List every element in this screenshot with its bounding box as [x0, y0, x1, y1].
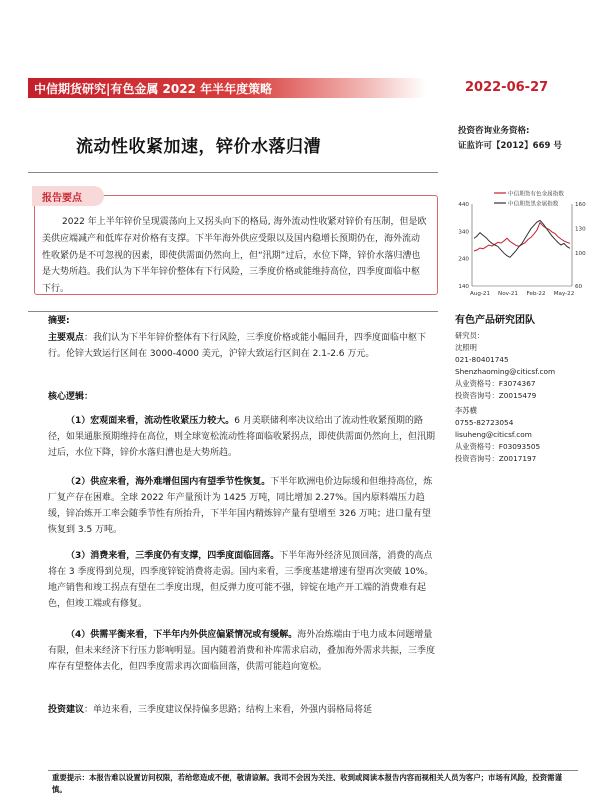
core-logic-heading — [48, 389, 436, 405]
report-date: 2022-06-27 — [465, 80, 549, 95]
series-line-2 — [474, 220, 570, 257]
main-view-text: ：我们认为下半年锌价整体有下行风险，三季度价格或能小幅回升，四季度面临中枢下行。伦锌大致运行区间在 3000-4000 美元，沪锌大致运行区间在 2.1-2.6 万元。 — [48, 333, 427, 359]
advice-paragraph — [48, 702, 436, 718]
main-view-paragraph — [48, 330, 436, 362]
point-1-lead: （1）宏观面来看，流动性收紧压力较大。 — [66, 416, 235, 426]
point-2 — [48, 474, 436, 538]
summary-tag — [32, 186, 104, 206]
team-line: 李苏横 — [455, 406, 477, 415]
summary-label: 报告要点 — [42, 193, 82, 204]
team-line: 021-80401745 — [455, 355, 509, 364]
legend-label-2: 中信期货黑金属指数 — [508, 201, 559, 208]
price-index-chart — [448, 184, 598, 306]
point-1-text: 6 月美联储利率决议给出了流动性收紧预期的路径，如果通胀预期维持在高位，则全球宽松流动性将面临收紧拐点，即使供需面仍然向上，但汛期过后，水位下降，锌价水落归漕也是大势所趋。 — [48, 416, 436, 458]
point-3-text: 下半年海外经济见顶回落，消费的高点将在 3 季度得到兑现，四季度锌锭消费将走弱。国内来看，三季度基建增速有望再次突破 10%。地产销售和竣工拐点有望在二季度出现，但反弹力度可能不强，锌锭在地产开工端的消费难有起色，但竣工端或有修复。 — [48, 551, 434, 609]
chart-legend — [494, 190, 564, 208]
point-3 — [48, 548, 436, 612]
advice-label: 投资建议 — [48, 705, 85, 715]
team-line: 投资咨询号：Z0017197 — [455, 454, 537, 463]
point-2-text: 下半年欧洲电价边际缓和但维持高位，炼厂复产存在困难。全球 2022 年产量预计为 1425 万吨，同比增加 2.27%。国内原料端压力趋缓，锌冶炼开工率会随季节性有所抬升，下半年国内精炼锌产量有望增至 326 万吨；进口量有望恢复到 3.5 万吨。 — [48, 477, 433, 535]
main-view-label: 主要观点 — [48, 333, 85, 343]
series-line-1 — [474, 223, 570, 251]
team-line: 从业资格号：F03093505 — [455, 442, 541, 451]
y-right-tick: 160 — [575, 202, 586, 208]
y-left-tick: 340 — [458, 229, 469, 236]
team-title: 有色产品研究团队 — [455, 315, 535, 326]
y-left-tick: 240 — [458, 256, 469, 263]
cert-line-2: 证监许可【2012】669 号 — [458, 141, 562, 151]
summary-text: 2022 年上半年锌价呈现震荡向上又拐头向下的格局, 海外流动性收紧对锌价有压制，但是欧美供应端减产和低库存对价格有支撑。下半年海外供应受限以及国内稳增长预期仍在，海外流动性收紧仍是不可忽视的因素，即使供需面仍然向上，但“汛期”过后，水位下降，锌价水落归漕也是大势所趋。我们认为下半年锌价整体有下行风险，三季度价格或能维持高位，四季度面临中枢下行。 — [42, 217, 427, 295]
team-line: 研究员： — [455, 331, 485, 340]
y-left-tick: 440 — [458, 202, 469, 208]
core-logic-label: 核心逻辑： — [48, 392, 94, 402]
point-4-text: 海外冶炼端由于电力成本问题增量有限，但未来经济下行压力影响明显。国内随着消费和补库需求启动，叠加海外需求共振，三季度库存有望整体去化，但四季度需求再次面临回落，供需可能趋向宽松。 — [48, 630, 436, 672]
cert-line-1: 投资咨询业务资格: — [458, 126, 530, 136]
y-right-tick: 60 — [575, 284, 583, 290]
divider-top — [28, 172, 438, 173]
y-right-tick: 100 — [575, 251, 586, 258]
y-left-tick: 140 — [458, 284, 469, 290]
x-tick: Aug-21 — [469, 291, 491, 297]
team-line: 0755-82723054 — [455, 418, 514, 427]
team-line: 从业资格号：F3074367 — [455, 379, 536, 388]
y-right-tick: 130 — [575, 226, 586, 233]
point-1 — [48, 413, 436, 461]
team-email[interactable]: Shenzhaoming@citicsf.com — [455, 367, 556, 376]
team-email[interactable]: lisuheng@citicsf.com — [455, 430, 532, 439]
x-tick: Feb-22 — [526, 291, 546, 297]
point-2-lead: （2）供应来看，海外难增但国内有望季节性恢复。 — [66, 477, 271, 487]
advice-text: ：单边来看，三季度建议保持偏多思路；结构上来看，外强内弱格局将延 — [84, 705, 373, 715]
certification — [458, 124, 562, 154]
team-line: 投资咨询号：Z0015479 — [455, 391, 537, 400]
team-line: 沈照明 — [455, 343, 477, 352]
banner-title: 中信期货研究|有色金属 2022 年半年度策略 — [34, 82, 273, 96]
point-4 — [48, 627, 436, 675]
abstract-label: 摘要: — [48, 316, 70, 326]
disclaimer: 重要提示：本报告难以设置访问权限，若给您造成不便，敬请谅解。我司不会因为关注、收到或阅读本报告内容而视相关人员为客户；市场有风险，投资需谨慎。 — [52, 773, 562, 794]
divider-abstract — [28, 311, 438, 312]
x-tick: May-22 — [553, 291, 575, 297]
header-banner — [28, 78, 426, 98]
x-tick: Nov-21 — [498, 291, 518, 297]
report-title: 流动性收紧加速，锌价水落归漕 — [76, 137, 321, 157]
legend-label-1: 中信期货有色金属指数 — [508, 191, 564, 198]
divider-bottom — [48, 770, 578, 771]
point-4-lead: （4）供需平衡来看，下半年内外供应偏紧情况或有缓解。 — [66, 630, 298, 640]
point-3-lead: （3）消费来看，三季度仍有支撑，四季度面临回落。 — [66, 551, 280, 561]
